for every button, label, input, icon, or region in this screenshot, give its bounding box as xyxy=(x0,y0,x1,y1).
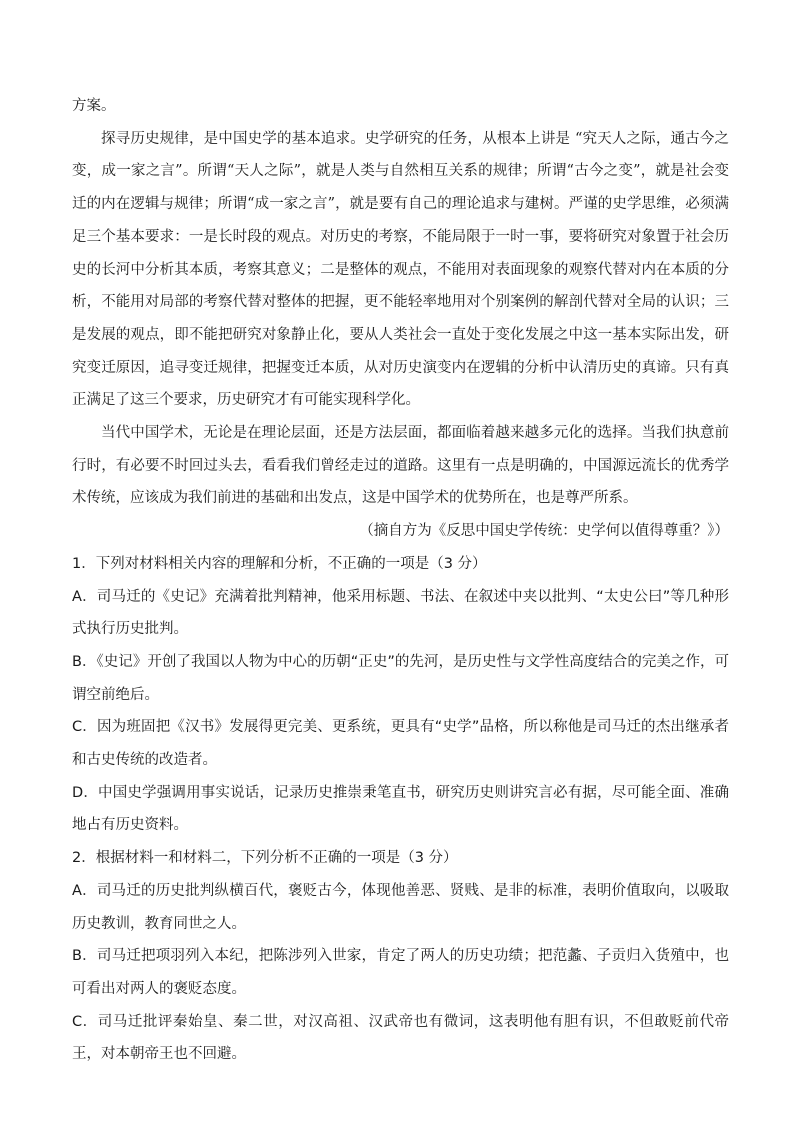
question-1 xyxy=(72,548,729,842)
question-1-option-a: A．司马迁的《史记》充满着批判精神，他采用标题、书法、在叙述中夹以批判、“太史公曰”等几种形式执行历史批判。 xyxy=(72,588,729,638)
passage-source: （摘自方为《反思中国史学传统：史学何以值得尊重？》） xyxy=(359,523,729,540)
passage-paragraph-2: 当代中国学术，无论是在理论层面，还是方法层面，都面临着越来越多元化的选择。当我们执意前行时，有必要不时回过头去，看看我们曾经走过的道路。这里有一点是明确的，中国源远流长的优秀学术传统，应该成为我们前进的基础和出发点，这是中国学术的优势所在，也是尊严所系。 xyxy=(72,425,729,507)
question-1-option-d: D．中国史学强调用事实说话，记录历史推崇秉笔直书，研究历史则讲究言必有据，尽可能全面、准确地占有历史资料。 xyxy=(72,784,729,834)
question-1-option-b: B．《史记》开创了我国以人物为中心的历朝“正史”的先河，是历史性与文学性高度结合的完美之作，可谓空前绝后。 xyxy=(72,653,729,703)
question-2 xyxy=(72,842,729,1071)
document-page xyxy=(72,90,729,1071)
question-2-option-a: A．司马迁的历史批判纵横百代，褒贬古今，体现他善恶、贤贱、是非的标准，表明价值取向，以吸取历史教训，教育同世之人。 xyxy=(72,882,729,932)
question-1-stem: 1．下列对材料相关内容的理解和分析，不正确的一项是（3 分） xyxy=(72,555,487,572)
passage-lead: 方案。 xyxy=(72,98,116,114)
question-2-stem: 2．根据材料一和材料二，下列分析不正确的一项是（3 分） xyxy=(72,850,458,867)
question-2-option-c: C．司马迁批评秦始皇、秦二世，对汉高祖、汉武帝也有微词，这表明他有胆有识，不但敢贬前代帝王，对本朝帝王也不回避。 xyxy=(72,1013,729,1063)
question-2-option-b: B．司马迁把项羽列入本纪，把陈涉列入世家，肯定了两人的历史功绩；把范蠡、子贡归入货殖中，也可看出对两人的褒贬态度。 xyxy=(72,948,729,997)
question-1-option-c: C．因为班固把《汉书》发展得更完美、更系统，更具有“史学”品格，所以称他是司马迁的杰出继承者和古史传统的改造者。 xyxy=(72,719,729,769)
passage-paragraph-1: 探寻历史规律，是中国史学的基本追求。史学研究的任务，从根本上讲是 “究天人之际，通古今之变，成一家之言”。所谓“天人之际”，就是人类与自然相互关系的规律；所谓“古今之变”，就是社会变迁的内在逻辑与规律；所谓“成一家之言”，就是要有自己的理论追求与建树。严谨的史学思维，必须满足三个基本要求：一是长时段的观点。对历史的考察，不能局限于一时一事，要将研究对象置于社会历史的长河中分析其本质，考察其意义；二是整体的观点，不能用对表面现象的观察代替对内在本质的分析，不能用对局部的考察代替对整体的把握，更不能轻率地用对个别案例的解剖代替对全局的认识；三是发展的观点，即不能把研究对象静止化，要从人类社会一直处于变化发展之中这一基本实际出发，研究变迁原因，追寻变迁规律，把握变迁本质，从对历史演变内在逻辑的分析中认清历史的真谛。只有真正满足了这三个要求，历史研究才有可能实现科学化。 xyxy=(72,130,729,409)
